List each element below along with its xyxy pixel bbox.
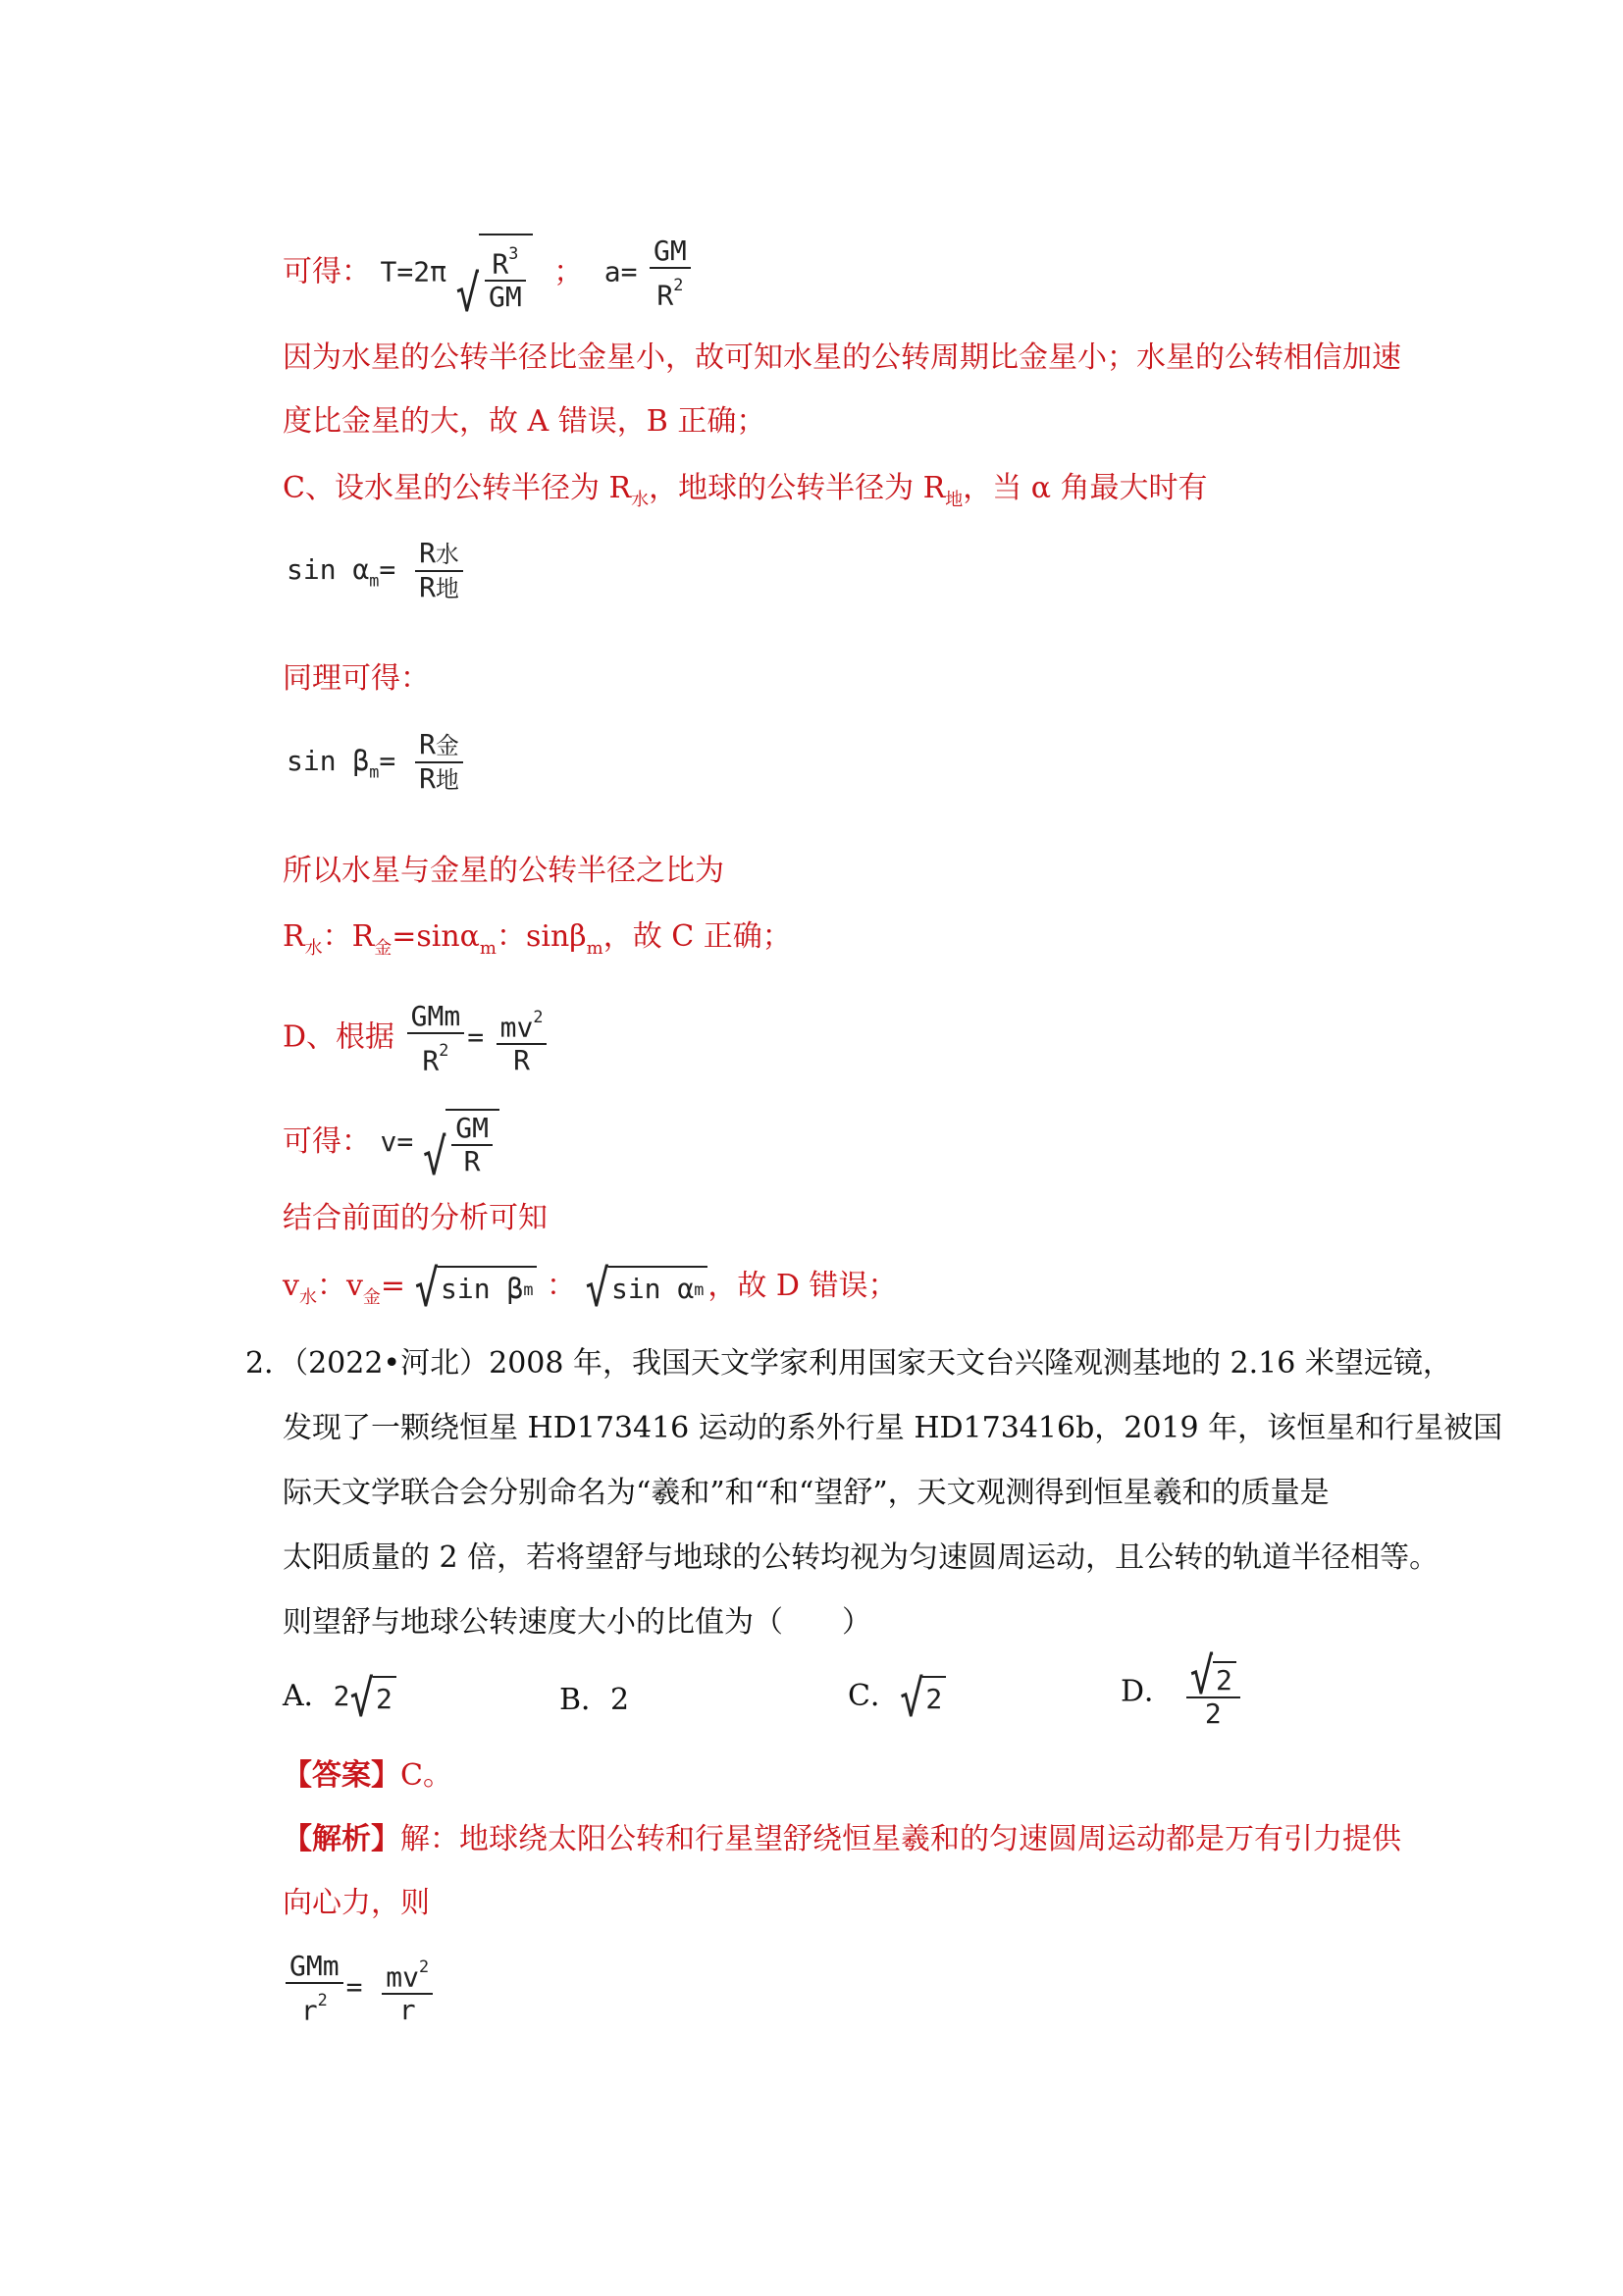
ratio-formula: $R_水$：$R_金=\sin\alpha_m$：sinβ$_m$，故 C 正确； bbox=[283, 919, 792, 960]
similarly-label: 同理可得： bbox=[283, 661, 430, 696]
answer-tag: 【答案】 bbox=[283, 1758, 400, 1793]
question-2-line-3: 际天文学联合会分别命名为“羲和”和“和“望舒”，天文观测得到恒星羲和的质量是 bbox=[283, 1476, 1330, 1510]
question-2-line-5: 则望舒与地球公转速度大小的比值为（ ） bbox=[283, 1605, 871, 1640]
combine-label: 结合前面的分析可知 bbox=[283, 1201, 548, 1235]
answer-line bbox=[283, 1756, 452, 1796]
fraction-GM-R2: $\frac{GM}{R^2}$ bbox=[650, 235, 691, 311]
option-c-setup: C、设水星的公转半径为 $R_水$，地球的公转半径为 $R_地$，当 α 角最大时有 bbox=[283, 471, 1208, 511]
para-mercury-venus-2: 度比金星的大，故 A 错误，B 正确； bbox=[283, 404, 766, 439]
accel-lhs: a= bbox=[603, 255, 638, 288]
ratio-intro: 所以水星与金星的公转半径之比为 bbox=[283, 854, 724, 888]
analysis-line-1: 【解析】解：地球绕太阳公转和行星望舒绕恒星羲和的匀速圆周运动都是万有引力提供 bbox=[283, 1822, 1401, 1856]
option-a: A．2 √ 2 bbox=[283, 1676, 396, 1719]
formula-T-a bbox=[283, 234, 694, 323]
gravitation-formula: $\frac{\text{GMm}}{r^2}$ = $\frac{mv^2}{r}$ bbox=[283, 1951, 436, 2026]
option-d-formula: D、根据 $\frac{\text{GMm}}{R^2}$ = $\frac{mv^2}{R}$ bbox=[283, 1001, 550, 1076]
sqrt-R3-GM: √ $\frac{R^3}{GM}$ bbox=[456, 234, 533, 313]
option-d: D． √ 2 2 bbox=[1121, 1656, 1243, 1730]
question-2-line-2: 发现了一颗绕恒星 HD173416 运动的系外行星 HD173416b，2019 年，该恒星和行星被国 bbox=[283, 1411, 1503, 1445]
para-mercury-venus-1: 因为水星的公转半径比金星小，故可知水星的公转周期比金星小；水星的公转相信加速 bbox=[283, 340, 1401, 375]
velocity-ratio: $v_水$：$v_金=$ √ sin β m ： √ sin α m ，故 D 错误； bbox=[283, 1259, 898, 1319]
question-2-line-4: 太阳质量的 2 倍，若将望舒与地球的公转均视为匀速圆周运动，且公转的轨道半径相等。 bbox=[283, 1540, 1440, 1575]
formula-sin-beta: $\sin \beta_m=$ $\frac{\text{R金}}{\text{R地}}$ bbox=[287, 729, 466, 796]
option-b: B．2 bbox=[559, 1683, 630, 1717]
period-lhs: T=2π bbox=[380, 255, 446, 288]
option-c: C． √ 2 bbox=[848, 1676, 946, 1719]
fraction-R3-GM: $\frac{R^3}{GM}$ bbox=[485, 237, 526, 313]
velocity-formula: 可得： v= √ $\frac{GM}{R}$ bbox=[283, 1109, 499, 1177]
question-2-line-1: 2．（2022•河北）2008 年，我国天文学家利用国家天文台兴隆观测基地的 2.16 米望远镜， bbox=[245, 1346, 1452, 1381]
formula-sin-alpha: $\sin \alpha_m=$ $\frac{\text{R水}}{\text{R地}}$ bbox=[287, 538, 466, 604]
result-prefix: 可得： bbox=[283, 254, 371, 289]
analysis-line-2: 向心力，则 bbox=[283, 1886, 430, 1920]
semicolon: ； bbox=[553, 254, 584, 289]
analysis-tag: 【解析】 bbox=[283, 1822, 400, 1856]
answer-value: C。 bbox=[400, 1758, 452, 1793]
